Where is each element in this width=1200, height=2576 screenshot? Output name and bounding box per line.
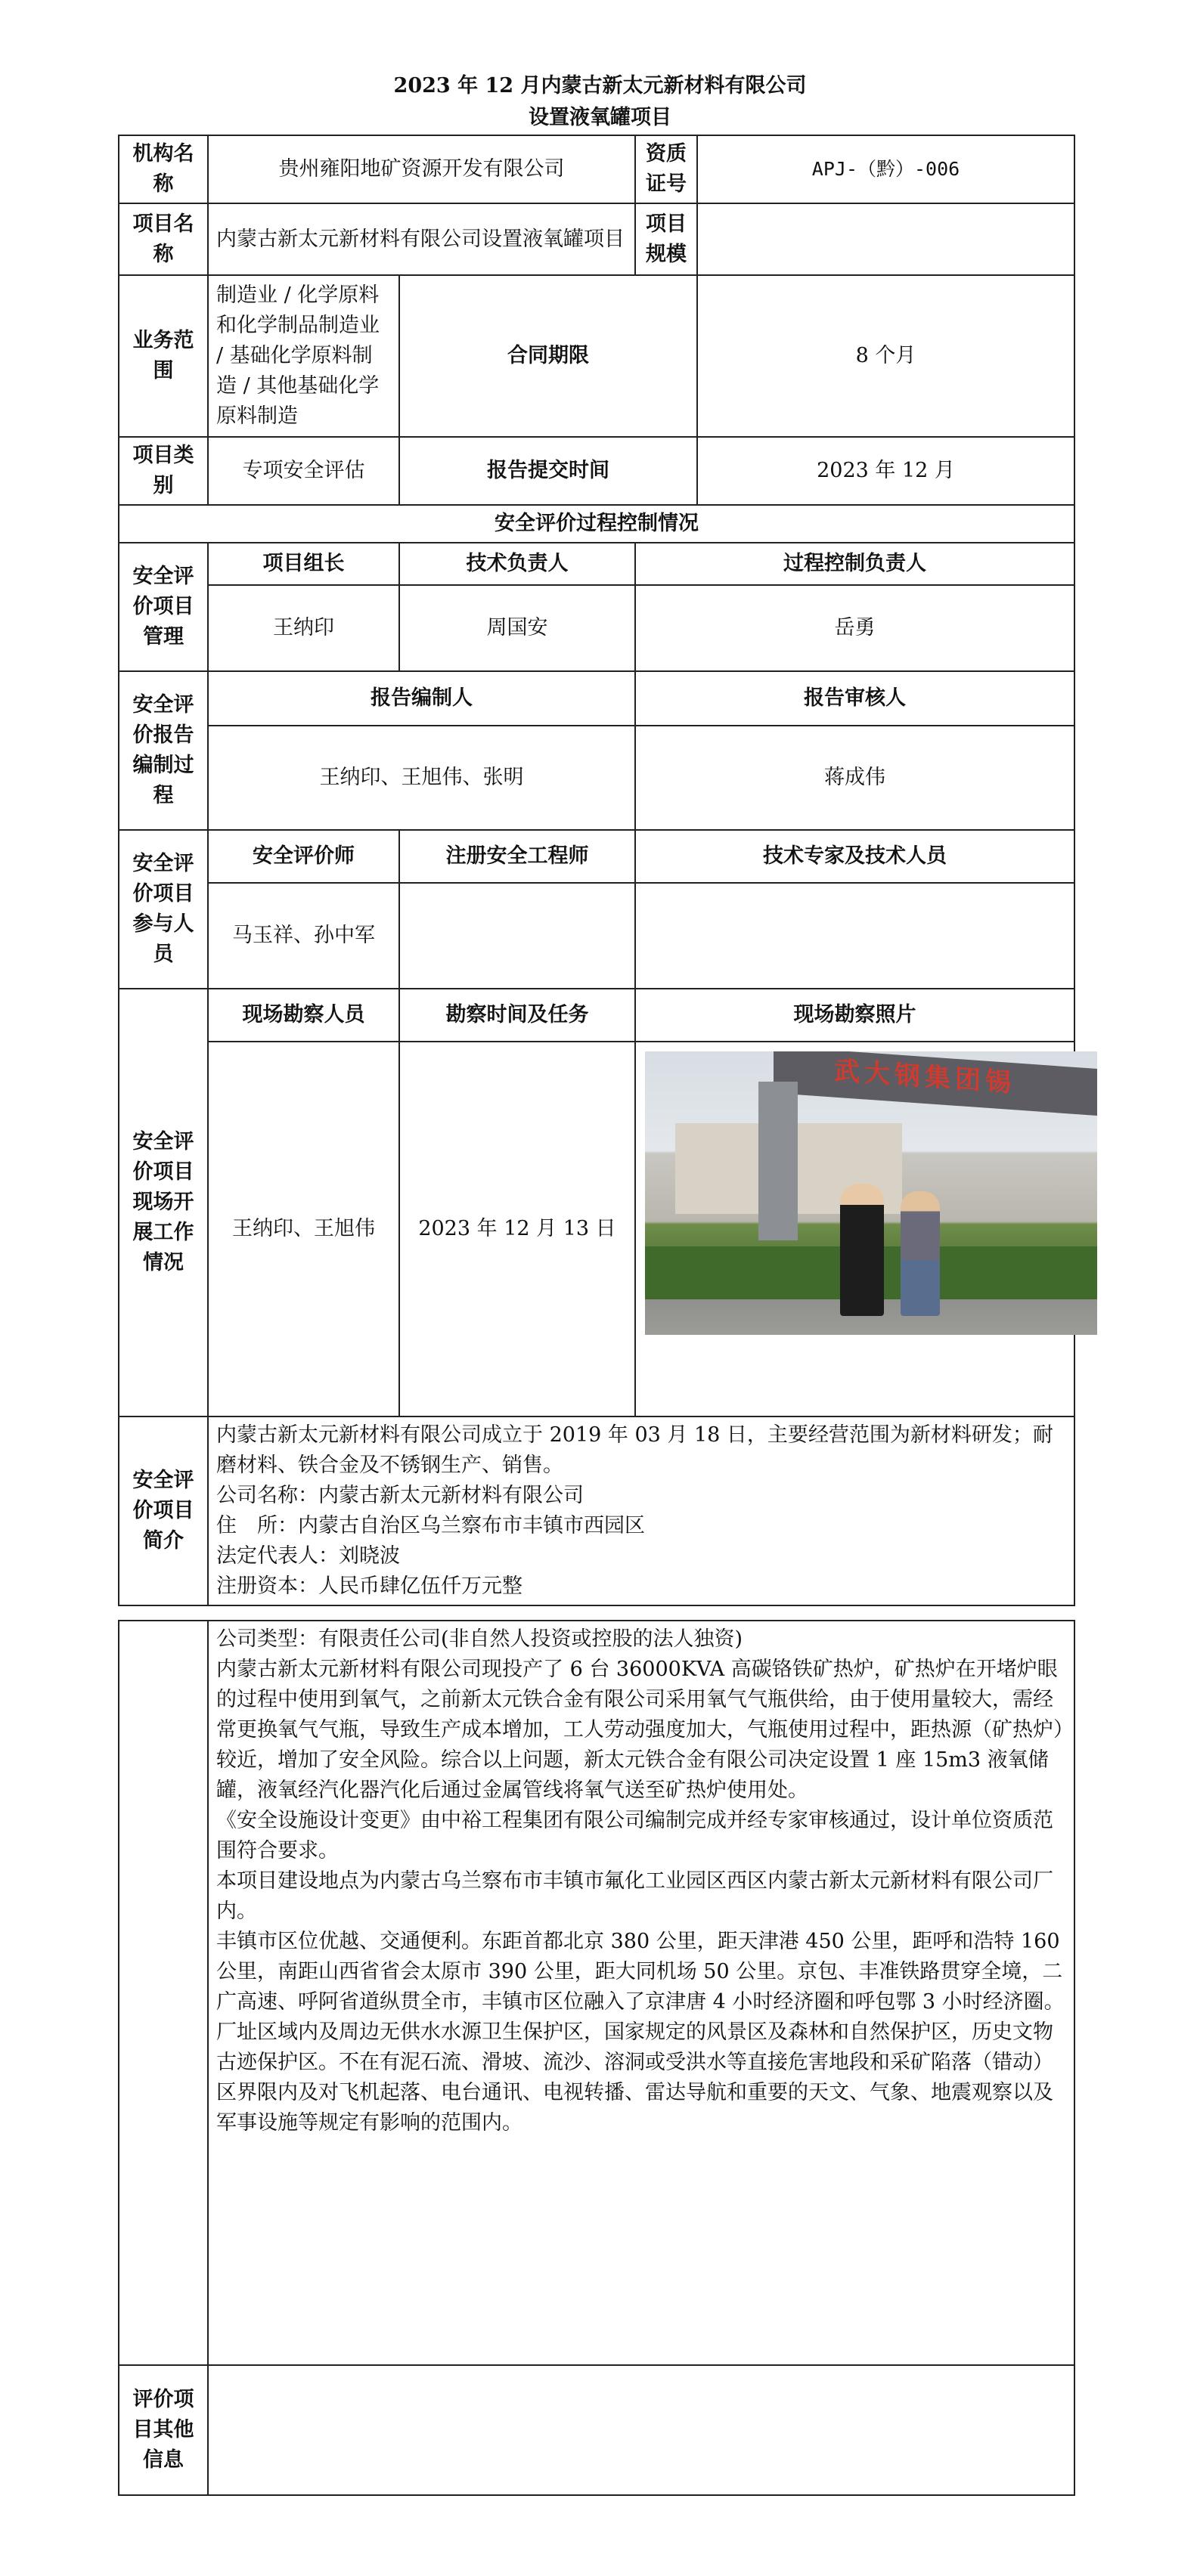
- evaluator-header: 安全评价师: [208, 830, 399, 883]
- project-name-label: 项目名称: [119, 203, 208, 275]
- expert-header: 技术专家及技术人员: [635, 830, 1074, 883]
- leader-value: 王纳印: [208, 585, 399, 671]
- other-info-label: 评价项目其他信息: [119, 2365, 208, 2495]
- process-control-value: 岳勇: [635, 585, 1074, 671]
- site-photo-header: 现场勘察照片: [635, 989, 1074, 1042]
- tech-lead-header: 技术负责人: [399, 543, 635, 585]
- cert-label: 资质证号: [635, 135, 697, 203]
- survey-time-value: 2023 年 12 月 13 日: [399, 1042, 635, 1416]
- intro-line: 住 所：内蒙古自治区乌兰察布市丰镇市西园区: [216, 1514, 645, 1537]
- project-info-table: [118, 135, 1075, 1606]
- surveyor-header: 现场勘察人员: [208, 989, 399, 1042]
- cert-value: APJ-（黔）-006: [697, 135, 1074, 203]
- continuation-table: [118, 1620, 1075, 2496]
- photo-person-right: [901, 1191, 940, 1316]
- org-value: 贵州雍阳地矿资源开发有限公司: [208, 135, 635, 203]
- intro-text: [208, 1416, 1074, 1605]
- tech-lead-value: 周国安: [399, 585, 635, 671]
- engineer-value: [399, 883, 635, 989]
- scale-label: 项目规模: [635, 203, 697, 275]
- business-label: 业务范围: [119, 275, 208, 437]
- reviewer-header: 报告审核人: [635, 671, 1074, 726]
- editor-header: 报告编制人: [208, 671, 635, 726]
- site-survey-photo: [645, 1051, 1097, 1335]
- photo-person-left: [840, 1184, 884, 1316]
- photo-gate-pillar: [758, 1082, 798, 1240]
- org-label: 机构名称: [119, 135, 208, 203]
- document-subtitle: 设置液氧罐项目: [529, 106, 671, 129]
- continuation-line: 《安全设施设计变更》由中裕工程集团有限公司编制完成并经专家审核通过，设计单位资质范围符合要求。: [216, 1809, 1053, 1862]
- category-label: 项目类别: [119, 437, 208, 505]
- surveyor-value: 王纳印、王旭伟: [208, 1042, 399, 1416]
- survey-time-header: 勘察时间及任务: [399, 989, 635, 1042]
- continuation-line: 丰镇市区位优越、交通便利。东距首都北京 380 公里，距天津港 450 公里，距呼和浩特 160 公里，南距山西省省会太原市 390 公里，距大同机场 50 公里。京包、丰准铁路贯穿全境，二广高速、呼阿省道纵贯全市，丰镇市区位融入了京津唐 4 小时经济圈和呼包鄂 3 小时经济圈。: [216, 1930, 1065, 2014]
- participants-label: 安全评价项目参与人员: [119, 830, 208, 989]
- document-title: 2023 年 12 月内蒙古新太元新材料有限公司: [393, 74, 807, 98]
- intro-line: 注册资本：人民币肆亿伍仟万元整: [216, 1574, 522, 1598]
- site-photo-cell: [635, 1042, 1074, 1416]
- leader-header: 项目组长: [208, 543, 399, 585]
- continuation-blank-label: [119, 1621, 208, 2365]
- contract-label: 合同期限: [399, 275, 697, 437]
- category-value: 专项安全评估: [208, 437, 399, 505]
- site-work-label: 安全评价项目现场开展工作情况: [119, 989, 208, 1416]
- intro-line: 内蒙古新太元新材料有限公司成立于 2019 年 03 月 18 日，主要经营范围为新材料研发；耐磨材料、铁合金及不锈钢生产、销售。: [216, 1423, 1053, 1477]
- process-section-title: 安全评价过程控制情况: [119, 505, 1074, 543]
- intro-label: 安全评价项目简介: [119, 1416, 208, 1605]
- contract-value: 8 个月: [697, 275, 1074, 437]
- continuation-line: 本项目建设地点为内蒙古乌兰察布市丰镇市氟化工业园区西区内蒙古新太元新材料有限公司厂内。: [216, 1869, 1053, 1923]
- engineer-header: 注册安全工程师: [399, 830, 635, 883]
- continuation-line: 内蒙古新太元新材料有限公司现投产了 6 台 36000KVA 高碳铬铁矿热炉，矿热炉在开堵炉眼的过程中使用到氧气，之前新太元铁合金有限公司采用氧气气瓶供给，由于使用量较大，需经常更换氧气气瓶，导致生产成本增加，工人劳动强度加大，气瓶使用过程中，距热源（矿热炉）较近，增加了安全风险。综合以上问题，新太元铁合金有限公司决定设置 1 座 15m3 液氧储罐，液氧经汽化器汽化后通过金属管线将氧气送至矿热炉使用处。: [216, 1658, 1064, 1802]
- business-value: 制造业 / 化学原料和化学制品制造业 / 基础化学原料制造 / 其他基础化学原料制造: [208, 275, 399, 437]
- compilation-label: 安全评价报告编制过程: [119, 671, 208, 830]
- evaluator-value: 马玉祥、孙中军: [208, 883, 399, 989]
- scale-value: [697, 203, 1074, 275]
- expert-value: [635, 883, 1074, 989]
- project-name-value: 内蒙古新太元新材料有限公司设置液氧罐项目: [208, 203, 635, 275]
- other-info-value: [208, 2365, 1074, 2495]
- management-label: 安全评价项目管理: [119, 543, 208, 671]
- continuation-text: [208, 1621, 1074, 2365]
- continuation-line: 公司类型：有限责任公司(非自然人投资或控股的法人独资): [216, 1627, 743, 1651]
- intro-line: 法定代表人：刘晓波: [216, 1544, 400, 1568]
- editor-value: 王纳印、王旭伟、张明: [208, 726, 635, 830]
- submit-label: 报告提交时间: [399, 437, 697, 505]
- continuation-line: 厂址区域内及周边无供水水源卫生保护区，国家规定的风景区及森林和自然保护区，历史文物古迹保护区。不在有泥石流、滑坡、流沙、溶洞或受洪水等直接危害地段和采矿陷落（错动）区界限内及对飞机起落、电台通讯、电视转播、雷达导航和重要的天文、气象、地震观察以及军事设施等规定有影响的范围内。: [216, 2020, 1053, 2135]
- submit-value: 2023 年 12 月: [697, 437, 1074, 505]
- process-control-header: 过程控制负责人: [635, 543, 1074, 585]
- reviewer-value: 蒋成伟: [635, 726, 1074, 830]
- intro-line: 公司名称：内蒙古新太元新材料有限公司: [216, 1484, 584, 1507]
- photo-gate-sign: 武大钢集团锡: [834, 1055, 1016, 1099]
